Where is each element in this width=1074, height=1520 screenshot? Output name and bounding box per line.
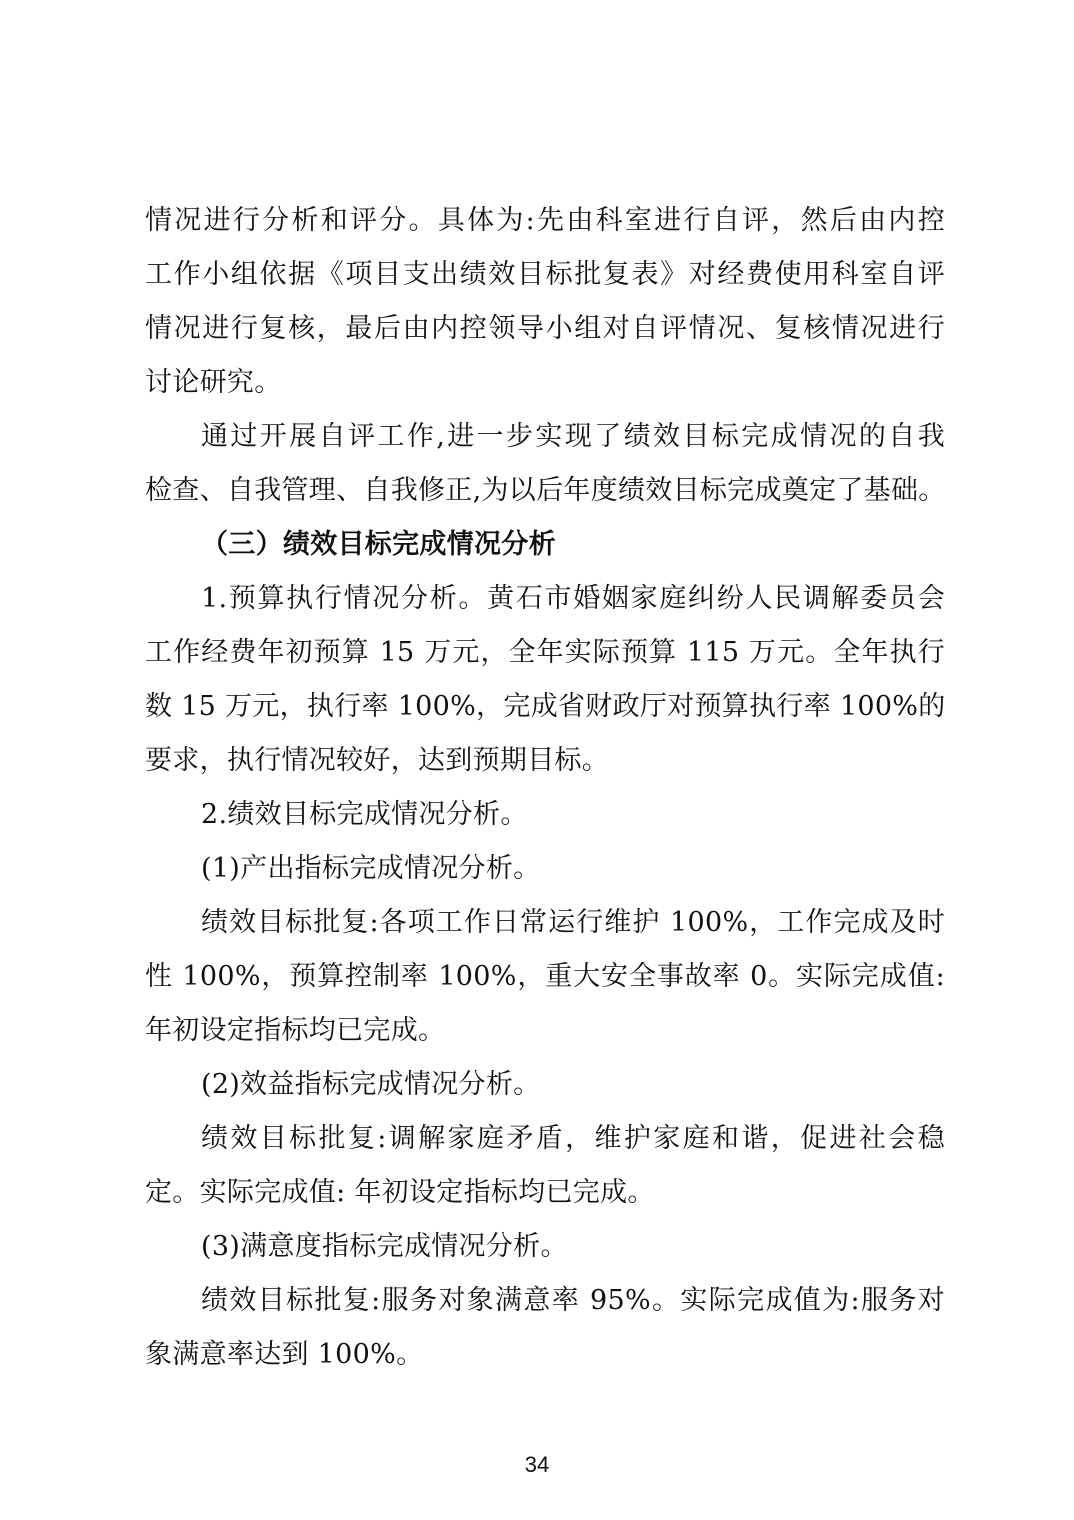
- subheading-line: (1)产出指标完成情况分析。: [201, 853, 541, 884]
- text-line: 情况进行分析和评分。具体为:先由科室进行自评，然后由内控: [145, 205, 945, 236]
- text-line: 1.预算执行情况分析。黄石市婚姻家庭纠纷人民调解委员会: [201, 583, 945, 614]
- text-line: 绩效目标批复:服务对象满意率 95%。实际完成值为:服务对: [201, 1285, 945, 1316]
- text-line: 数 15 万元，执行率 100%，完成省财政厅对预算执行率 100%的: [145, 691, 946, 722]
- subheading-line: (2)效益指标完成情况分析。: [201, 1069, 541, 1100]
- text-line: 讨论研究。: [145, 367, 282, 398]
- body-text: [145, 194, 945, 1382]
- text-line: 绩效目标批复:调解家庭矛盾，维护家庭和谐，促进社会稳: [201, 1123, 945, 1154]
- text-line: 年初设定指标均已完成。: [145, 1015, 446, 1046]
- text-line: 工作小组依据《项目支出绩效目标批复表》对经费使用科室自评: [145, 259, 945, 290]
- page-number: 34: [524, 1452, 550, 1477]
- text-line: 情况进行复核，最后由内控领导小组对自评情况、复核情况进行: [145, 313, 945, 344]
- subheading-line: 2.绩效目标完成情况分析。: [201, 799, 528, 830]
- text-line: 绩效目标批复:各项工作日常运行维护 100%，工作完成及时: [201, 907, 945, 938]
- text-line: 工作经费年初预算 15 万元，全年实际预算 115 万元。全年执行: [145, 637, 945, 668]
- text-line: 检查、自我管理、自我修正,为以后年度绩效目标完成奠定了基础。: [145, 475, 946, 506]
- subheading-line: (3)满意度指标完成情况分析。: [201, 1231, 568, 1262]
- text-line: 象满意率达到 100%。: [145, 1339, 424, 1370]
- section-heading: （三）绩效目标完成情况分析: [201, 529, 556, 560]
- text-line: 通过开展自评工作,进一步实现了绩效目标完成情况的自我: [201, 421, 945, 452]
- text-line: 性 100%，预算控制率 100%，重大安全事故率 0。实际完成值:: [145, 961, 945, 992]
- text-line: 定。实际完成值: 年初设定指标均已完成。: [145, 1177, 655, 1208]
- text-line: 要求，执行情况较好，达到预期目标。: [145, 745, 610, 776]
